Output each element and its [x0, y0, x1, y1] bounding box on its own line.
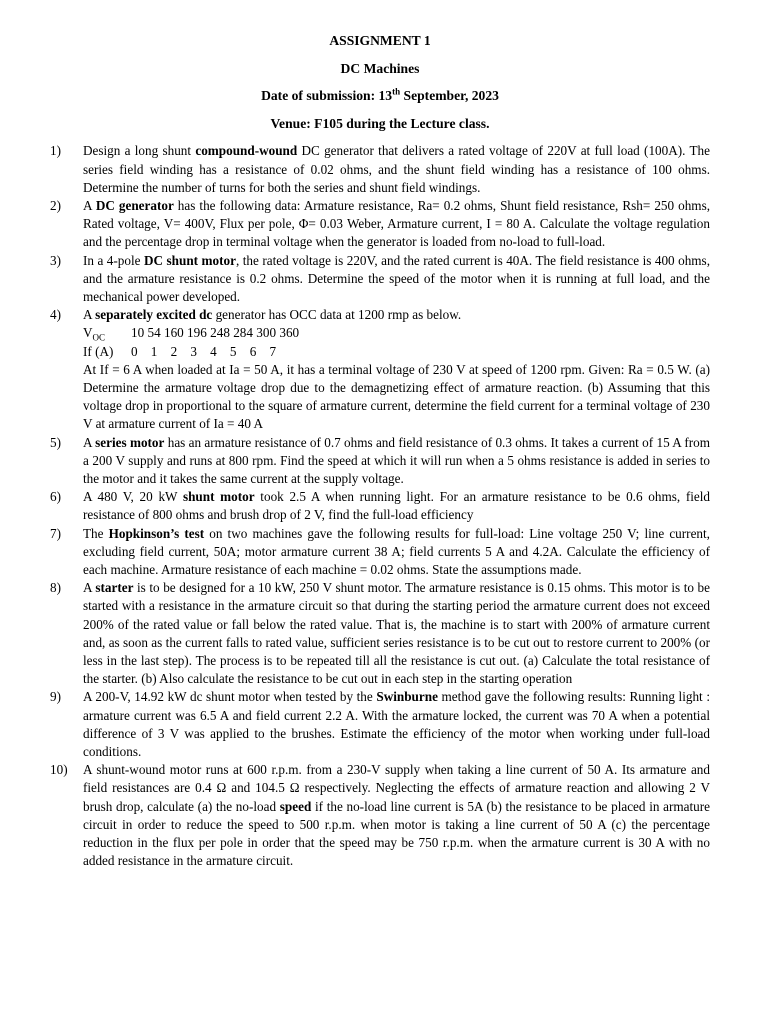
question-number: 3): [50, 252, 61, 268]
question-keyword: separately excited dc: [95, 307, 213, 323]
if-label: If (A): [83, 343, 114, 359]
question-text: A 200-V, 14.92 kW dc shunt motor when tested by the Swinburne method gave the following results: Running light : armature current was 6.5 A and field current 2.2 A. With the armature locked, the current was 70 A when a potential difference of 3 V was applied to the brushes. Estimate the efficiency of the motor when working under full-load conditions.: [83, 689, 710, 760]
question-keyword: series motor: [95, 434, 165, 450]
question-4: [50, 306, 710, 433]
submission-date: [50, 87, 710, 105]
question-list: [50, 142, 710, 870]
question-text: In a 4-pole DC shunt motor, the rated voltage is 220V, and the rated current is 40A. The field resistance is 400 ohms, and the armature resistance is 0.2 ohms. Determine the speed of the motor when it is running at full load, and the mechanical power developed.: [83, 252, 710, 304]
question-text: A series motor has an armature resistance of 0.7 ohms and field resistance of 0.3 ohms. It takes a current of 15 A from a 200 V supply and runs at 800 rpm. Find the speed at which it will run when a 5 ohms resistance is added in series to the motor and it takes the same current at the supply voltage.: [83, 434, 711, 487]
occ-if-row: [83, 343, 710, 361]
question-keyword: DC generator: [95, 197, 174, 213]
document-header: [50, 32, 710, 133]
voc-label: $V_{OC}$: [83, 325, 106, 344]
if-values: 0 1 2 3 4 5 6 7: [131, 343, 277, 359]
subject-title: DC Machines: [340, 60, 420, 76]
question-number: 1): [50, 143, 61, 159]
question-text-continued: At If = 6 A when loaded at Ia = 50 A, it has a terminal voltage of 230 V at speed of 1200 rpm. Given: Ra = 0.5 W. (a) Determine the armature voltage drop due to the demagnetizing effect of armature reaction. (b) Assuming that this voltage drop in proportional to the square of armature current, determine the field current for a terminal voltage of 230 V at armature current of Ia = 40 A: [83, 361, 710, 432]
date-prefix: Date of submission: 13: [261, 88, 393, 104]
question-keyword: compound-wound: [195, 143, 298, 159]
question-text: The Hopkinson’s test on two machines gave the following results for full-load: Line voltage 250 V; line current, excluding field current, 50A; motor armature current 38 A; field currents 5 A and 4.2A. Calculate the efficiency of each machine. Armature resistance of each machine = 0.02 ohms. State the assumptions made.: [83, 525, 710, 578]
question-text: A 480 V, 20 kW shunt motor took 2.5 A when running light. For an armature resistance to be 0.6 ohms, field resistance of 800 ohms and brush drop of 2 V, find the full-load efficiency: [83, 489, 711, 523]
question-number: 8): [50, 580, 61, 596]
question-3: [50, 252, 710, 307]
assignment-title: ASSIGNMENT 1: [329, 33, 431, 48]
question-text: A starter is to be designed for a 10 kW, 250 V shunt motor. The armature resistance is 0.15 ohms. This motor is to be started with a resistance in the armature circuit so that during the starting period the armature current does not exceed 200% of the rated value or fall below the rated value. That is, the machine is to start with 200% of armature current and, as soon as the current falls to rated value, sufficient series resistance is to be cut out to restore current to 200% (or less in the last step). The process is to be repeated till all the resistance is cut out. (a) Calculate the total resistance of the starter. (b) Also calculate the resistance to be cut out in each step in the starting operation: [83, 580, 711, 687]
occ-voc-row: [83, 324, 710, 342]
voc-values: 10 54 160 196 248 284 300 360: [131, 325, 300, 341]
question-2: [50, 197, 710, 252]
question-number: 9): [50, 689, 61, 705]
question-1: [50, 142, 710, 197]
question-number: 4): [50, 307, 61, 323]
question-keyword: starter: [95, 580, 134, 596]
question-text: Design a long shunt compound-wound DC generator that delivers a rated voltage of 220V at full load (100A). The series field winding has a resistance of 0.02 ohms, and the shunt field winding has a resistance of 100 ohms. Determine the number of turns for both the series and shunt field windings.: [83, 143, 710, 195]
question-number: 5): [50, 434, 61, 450]
question-9: [50, 688, 710, 761]
question-5: [50, 434, 710, 489]
question-number: 10): [50, 762, 68, 778]
date-suffix: September, 2023: [400, 88, 499, 104]
question-text: A separately excited dc generator has OCC data at 1200 rmp as below. $V_{OC}$ 10 54 160 196 248 284 300 360 If (A) 0 1 2 3 4 5 6 7 At If = 6 A when loaded at Ia = 50 A, it has a terminal voltage of 230 V at speed of 1200 rpm. Given: Ra = 0.5 W. (a) Determine the armature voltage drop due to the demagnetizing effect of armature reaction. (b) Assuming that this voltage drop in proportional to the square of armature current, determine the field current for a terminal voltage of 230 V at armature current of Ia = 40 A: [83, 306, 710, 433]
question-text: A shunt-wound motor runs at 600 r.p.m. from a 230-V supply when taking a line current of 50 A. Its armature and field resistances are 0.4 Ω and 104.5 Ω respectively. Neglecting the effects of armature reaction and allowing 2 V brush drop, calculate (a) the no-load speed if the no-load line current is 5A (b) the resistance to be placed in armature circuit in order to reduce the speed to 500 r.p.m. when motor is taking a line current of 50 A (c) the percentage reduction in the flux per pole in order that the speed may be 750 r.p.m. when the armature current is 30 A with no added resistance in the armature circuit.: [83, 762, 710, 869]
question-10: [50, 761, 710, 870]
question-number: 2): [50, 197, 61, 213]
question-keyword: shunt motor: [182, 489, 255, 505]
question-keyword: DC shunt motor: [143, 252, 236, 268]
date-superscript: th: [392, 86, 401, 97]
question-7: [50, 525, 710, 580]
question-keyword: Swinburne: [376, 689, 438, 705]
question-text: A DC generator has the following data: Armature resistance, Ra= 0.2 ohms, Shunt field resistance, Rsh= 250 ohms, Rated voltage, V= 400V, Flux per pole, Φ= 0.03 Weber, Armature current, I = 80 A. Calculate the voltage regulation and the percentage drop in terminal voltage when the generator is loaded from no-load to full-load.: [83, 197, 710, 250]
question-keyword: Hopkinson’s test: [108, 525, 205, 541]
question-number: 7): [50, 525, 61, 541]
question-number: 6): [50, 489, 61, 505]
venue: Venue: F105 during the Lecture class.: [270, 115, 490, 131]
question-keyword: speed: [279, 798, 312, 814]
question-6: [50, 488, 710, 524]
question-8: [50, 579, 710, 688]
